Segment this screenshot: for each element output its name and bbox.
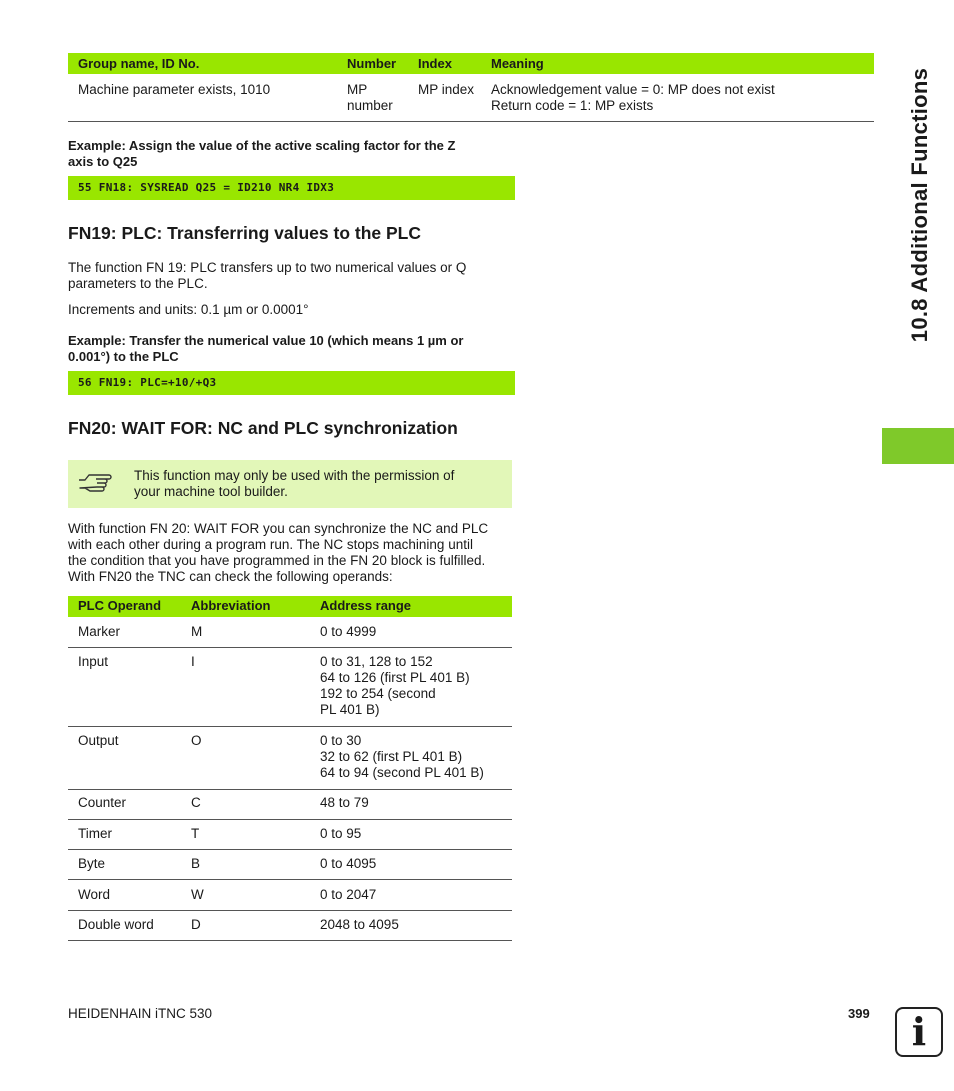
table-row-range: PL 401 B)	[320, 702, 380, 717]
fn20-para-2: with each other during a program run. The NC stops machining until	[68, 537, 473, 552]
page-number: 399	[848, 1006, 870, 1021]
pointing-hand-icon	[76, 470, 112, 498]
table1-cell-meaning-2: Return code = 1: MP exists	[491, 98, 654, 113]
info-icon	[895, 1007, 943, 1057]
table-row-range: 0 to 31, 128 to 152	[320, 654, 433, 669]
table-row-abbr: D	[191, 917, 201, 932]
fn19-example-1: Example: Transfer the numerical value 10 (which means 1 µm or	[68, 333, 464, 348]
fn20-note-2: your machine tool builder.	[134, 484, 288, 499]
table-row-operand: Double word	[78, 917, 154, 932]
table-row-range: 64 to 94 (second PL 401 B)	[320, 765, 484, 780]
table-row-operand: Input	[78, 654, 109, 669]
table1-cell-index: MP index	[418, 82, 475, 97]
table-row-range: 0 to 2047	[320, 887, 377, 902]
fn20-para-1: With function FN 20: WAIT FOR you can synchronize the NC and PLC	[68, 521, 489, 536]
table-row-abbr: T	[191, 826, 200, 841]
table2-bottom-rule	[68, 940, 512, 941]
info-icon-letter: i	[911, 1009, 927, 1054]
table1-cell-number-2: number	[347, 98, 393, 113]
table-row-abbr: M	[191, 624, 203, 639]
table-row-range: 0 to 95	[320, 826, 362, 841]
table-row-range: 32 to 62 (first PL 401 B)	[320, 749, 463, 764]
table-row-divider	[68, 647, 512, 648]
table-row-divider	[68, 879, 512, 880]
table-row-range: 64 to 126 (first PL 401 B)	[320, 670, 470, 685]
table1-header-number: Number	[347, 56, 397, 71]
table1-header-meaning: Meaning	[491, 56, 544, 71]
chapter-side-title	[898, 50, 942, 360]
fn19-heading: FN19: PLC: Transferring values to the PLC	[68, 223, 421, 243]
table-row-range: 192 to 254 (second	[320, 686, 436, 701]
table-row-operand: Timer	[78, 826, 112, 841]
chapter-side-title-text: 10.8 Additional Functions	[907, 67, 932, 343]
table-row-range: 2048 to 4095	[320, 917, 399, 932]
footer-product: HEIDENHAIN iTNC 530	[68, 1006, 213, 1021]
fn20-para-3: the condition that you have programmed in the FN 20 block is fulfilled.	[68, 553, 486, 568]
table1-header-group: Group name, ID No.	[78, 56, 200, 71]
fn19-example-2: 0.001°) to the PLC	[68, 349, 179, 364]
table1-cell-group: Machine parameter exists, 1010	[78, 82, 271, 97]
table-row-operand: Byte	[78, 856, 106, 871]
table-row-divider	[68, 789, 512, 790]
table-row-range: 0 to 4999	[320, 624, 377, 639]
table1-cell-meaning-1: Acknowledgement value = 0: MP does not exist	[491, 82, 775, 97]
table-row-abbr: W	[191, 887, 204, 902]
example1-code: 55 FN18: SYSREAD Q25 = ID210 NR4 IDX3	[78, 181, 335, 194]
table-row-operand: Output	[78, 733, 119, 748]
table2-header-abbreviation: Abbreviation	[191, 598, 271, 613]
table-row-abbr: B	[191, 856, 201, 871]
fn20-note-1: This function may only be used with the permission of	[134, 468, 455, 483]
table2-header-operand: PLC Operand	[78, 598, 162, 613]
fn20-para-4: With FN20 the TNC can check the following operands:	[68, 569, 393, 584]
fn19-para1-2: parameters to the PLC.	[68, 276, 208, 291]
table-row-operand: Counter	[78, 795, 127, 810]
table-row-divider	[68, 849, 512, 850]
fn19-para2: Increments and units: 0.1 µm or 0.0001°	[68, 302, 309, 317]
table-row-divider	[68, 726, 512, 727]
table-row-abbr: I	[191, 654, 195, 669]
table-row-abbr: C	[191, 795, 201, 810]
table-row-operand: Marker	[78, 624, 121, 639]
fn19-para1-1: The function FN 19: PLC transfers up to two numerical values or Q	[68, 260, 467, 275]
example1-title-2: axis to Q25	[68, 154, 138, 169]
table-row-range: 0 to 30	[320, 733, 362, 748]
example1-title-1: Example: Assign the value of the active scaling factor for the Z	[68, 138, 456, 153]
fn20-heading: FN20: WAIT FOR: NC and PLC synchronization	[68, 418, 458, 438]
table2-header-range: Address range	[320, 598, 412, 613]
table-row-operand: Word	[78, 887, 111, 902]
table-row-range: 0 to 4095	[320, 856, 377, 871]
table1-bottom-rule	[68, 121, 874, 122]
table-row-range: 48 to 79	[320, 795, 369, 810]
table1-cell-number-1: MP	[347, 82, 368, 97]
fn19-code: 56 FN19: PLC=+10/+Q3	[78, 376, 217, 389]
table-row-abbr: O	[191, 733, 202, 748]
chapter-tab	[882, 428, 954, 464]
table-row-divider	[68, 819, 512, 820]
table1-header-index: Index	[418, 56, 452, 71]
table-row-divider	[68, 910, 512, 911]
